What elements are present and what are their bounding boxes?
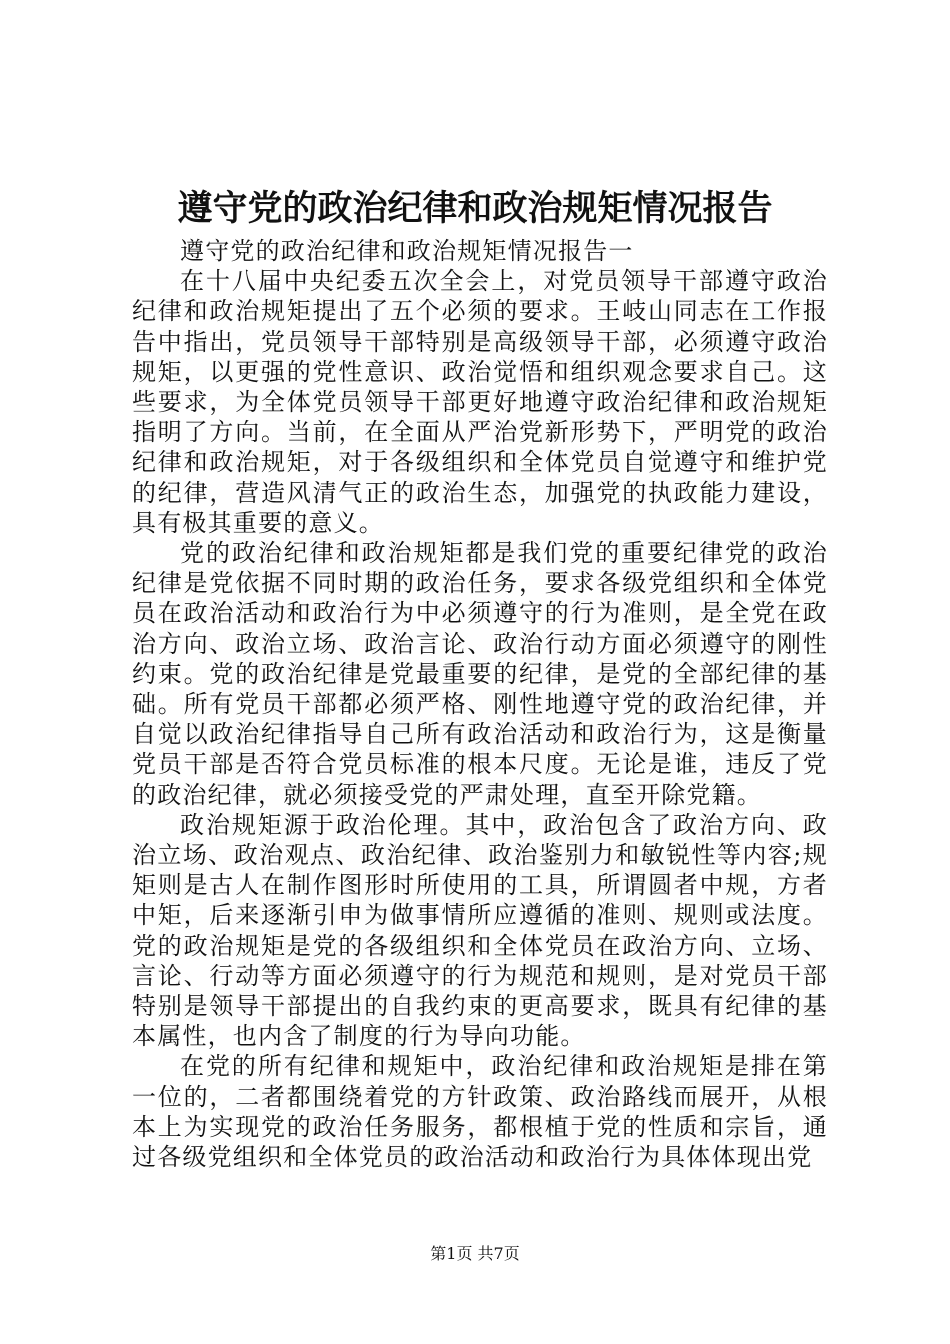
subtitle-paragraph: 遵守党的政治纪律和政治规矩情况报告一 [180,237,634,265]
paragraph-2: 党的政治纪律和政治规矩都是我们党的重要纪律党的政治纪律是党依据不同时期的政治任务，要求各级党组织和全体党员在政治活动和政治行为中必须遵守的行为准则，是全党在政治方向、政治立场、政治言论、政治行动方面必须遵守的刚性约束。党的政治纪律是党最重要的纪律，是党的全部纪律的基础。所有党员干部都必须严格、刚性地遵守党的政治纪律，并自觉以政治纪律指导自己所有政治活动和政治行为，这是衡量党员干部是否符合党员标准的根本尺度。无论是谁，违反了党的政治纪律，就必须接受党的严肃处理，直至开除党籍。 [132,539,828,809]
paragraph-4: 在党的所有纪律和规矩中，政治纪律和政治规矩是排在第一位的，二者都围绕着党的方针政策、政治路线而展开，从根本上为实现党的政治任务服务，都根植于党的性质和宗旨，通过各级党组织和全体党员的政治活动和政治行为具体体现出党 [132,1052,828,1172]
page-footer: 第1页 共7页 [430,1244,520,1263]
document-body [132,236,828,1172]
paragraph-3: 政治规矩源于政治伦理。其中，政治包含了政治方向、政治立场、政治观点、政治纪律、政治鉴别力和敏锐性等内容;规矩则是古人在制作图形时所使用的工具，所谓圆者中规，方者中矩，后来逐渐引申为做事情所应遵循的准则、规则或法度。党的政治规矩是党的各级组织和全体党员在政治方向、立场、言论、行动等方面必须遵守的行为规范和规则，是对党员干部特别是领导干部提出的自我约束的更高要求，既具有纪律的基本属性，也内含了制度的行为导向功能。 [132,810,828,1051]
document-title: 遵守党的政治纪律和政治规矩情况报告 [177,188,773,229]
paragraph-1: 在十八届中央纪委五次全会上，对党员领导干部遵守政治纪律和政治规矩提出了五个必须的要求。王岐山同志在工作报告中指出，党员领导干部特别是高级领导干部，必须遵守政治规矩，以更强的党性意识、政治觉悟和组织观念要求自己。这些要求，为全体党员领导干部更好地遵守政治纪律和政治规矩指明了方向。当前，在全面从严治党新形势下，严明党的政治纪律和政治规矩，对于各级组织和全体党员自觉遵守和维护党的纪律，营造风清气正的政治生态，加强党的执政能力建设，具有极其重要的意义。 [132,267,828,537]
